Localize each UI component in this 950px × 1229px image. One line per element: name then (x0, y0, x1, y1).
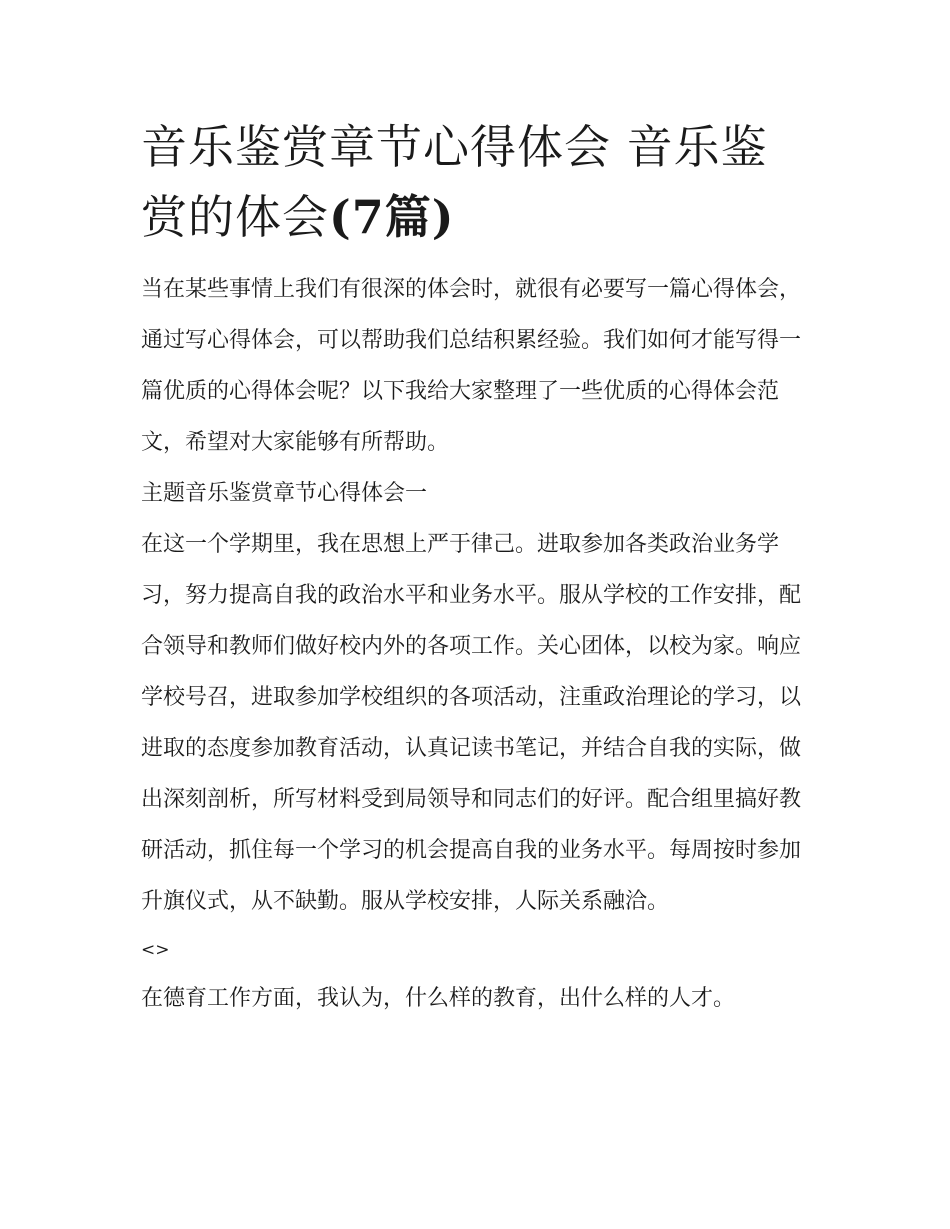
intro-paragraph: 当在某些事情上我们有很深的体会时，就很有必要写一篇心得体会，通过写心得体会，可以帮助我们总结积累经验。我们如何才能写得一篇优质的心得体会呢？以下我给大家整理了一些优质的心得体会范文，希望对大家能够有所帮助。 (141, 277, 802, 455)
document-title (141, 112, 813, 252)
body-paragraph-2: 在德育工作方面，我认为，什么样的教育，出什么样的人才。 (141, 986, 736, 1011)
body-paragraph-1: 在这一个学期里，我在思想上严于律己。进取参加各类政治业务学习，努力提高自我的政治水平和业务水平。服从学校的工作安排，配合领导和教师们做好校内外的各项工作。关心团体，以校为家。响应学校号召，进取参加学校组织的各项活动，注重政治理论的学习，以进取的态度参加教育活动，认真记读书笔记，并结合自我的实际，做出深刻剖析，所写材料受到局领导和同志们的好评。配合组里搞好教研活动，抓住每一个学习的机会提高自我的业务水平。每周按时参加升旗仪式，从不缺勤。服从学校安排，人际关系融洽。 (141, 532, 802, 914)
document-title-main: 音乐鉴赏章节心得体会 音乐鉴赏的体会 (141, 120, 768, 244)
section-heading: 主题音乐鉴赏章节心得体会一 (141, 481, 428, 506)
document-title-count: (7篇) (329, 190, 455, 244)
document-page (141, 112, 813, 1024)
marker-text: <> (141, 940, 170, 960)
